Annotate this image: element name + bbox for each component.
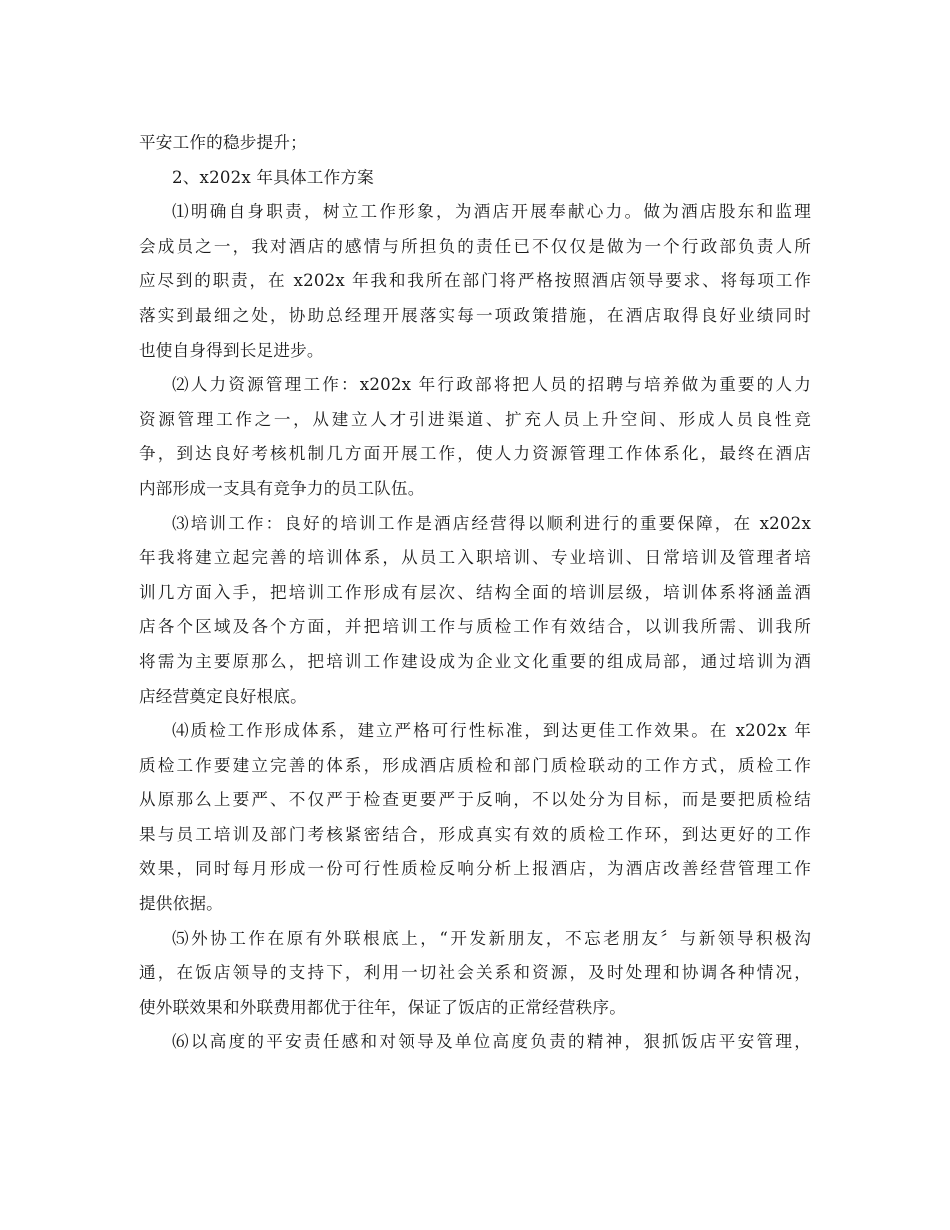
- paragraph-3-line: ⑶培训工作：良好的培训工作是酒店经营得以顺利进行的重要保障，在 x202x: [172, 513, 811, 533]
- paragraph-5-line: ⑸外协工作在原有外联根底上，“开发新朋友，不忘老朋友〞与新领导积极沟: [172, 928, 811, 948]
- paragraph-4-line: 提供依据。: [139, 894, 223, 914]
- paragraph-6-line: ⑹以高度的平安责任感和对领导及单位高度负责的精神，狠抓饭店平安管理，: [172, 1032, 811, 1052]
- paragraph-4-line: ⑷质检工作形成体系，建立严格可行性标准，到达更佳工作效果。在 x202x 年: [172, 721, 811, 741]
- paragraph-3-line: 训几方面入手，把培训工作形成有层次、结构全面的培训层级，培训体系将涵盖酒: [139, 582, 811, 602]
- paragraph-1-line: 会成员之一，我对酒店的感情与所担负的责任已不仅仅是做为一个行政部负责人所: [139, 236, 811, 256]
- paragraph-3-line: 店经营奠定良好根底。: [139, 686, 307, 706]
- paragraph-3-line: 店各个区域及各个方面，并把培训工作与质检工作有效结合，以训我所需、训我所: [139, 617, 811, 637]
- paragraph-2-line: 内部形成一支具有竞争力的员工队伍。: [139, 478, 425, 498]
- paragraph-3-line: 将需为主要原那么，把培训工作建设成为企业文化重要的组成局部，通过培训为酒: [139, 651, 811, 671]
- paragraph-1-line: 落实到最细之处，协助总经理开展落实每一项政策措施，在酒店取得良好业绩同时: [139, 305, 811, 325]
- paragraph-1-line: 也使自身得到长足进步。: [139, 340, 324, 360]
- paragraph-2-line: ⑵人力资源管理工作：x202x 年行政部将把人员的招聘与培养做为重要的人力: [172, 375, 811, 395]
- paragraph-4-line: 质检工作要建立完善的体系，形成酒店质检和部门质检联动的工作方式，质检工作: [139, 755, 811, 775]
- paragraph-3-line: 年我将建立起完善的培训体系，从员工入职培训、专业培训、日常培训及管理者培: [139, 548, 811, 568]
- section-heading: 2、x202x 年具体工作方案: [172, 167, 374, 187]
- paragraph-4-line: 从原那么上要严、不仅严于检查更要严于反响，不以处分为目标，而是要把质检结: [139, 790, 811, 810]
- paragraph-1-line: 应尽到的职责，在 x202x 年我和我所在部门将严格按照酒店领导要求、将每项工作: [139, 271, 811, 291]
- text-line: 平安工作的稳步提升；: [139, 133, 307, 152]
- document-body: [139, 126, 811, 1060]
- paragraph-5-line: 通，在饭店领导的支持下，利用一切社会关系和资源，及时处理和协调各种情况，: [139, 963, 811, 983]
- paragraph-2-line: 争，到达良好考核机制几方面开展工作，使人力资源管理工作体系化，最终在酒店: [139, 444, 811, 464]
- paragraph-2-line: 资源管理工作之一，从建立人才引进渠道、扩充人员上升空间、形成人员良性竞: [139, 409, 811, 429]
- paragraph-5-line: 使外联效果和外联费用都优于往年，保证了饭店的正常经营秩序。: [139, 997, 627, 1017]
- paragraph-4-line: 果与员工培训及部门考核紧密结合，形成真实有效的质检工作环，到达更好的工作: [139, 824, 811, 844]
- paragraph-4-line: 效果，同时每月形成一份可行性质检反响分析上报酒店，为酒店改善经营管理工作: [139, 859, 811, 879]
- paragraph-1-line: ⑴明确自身职责，树立工作形象，为酒店开展奉献心力。做为酒店股东和监理: [172, 202, 811, 222]
